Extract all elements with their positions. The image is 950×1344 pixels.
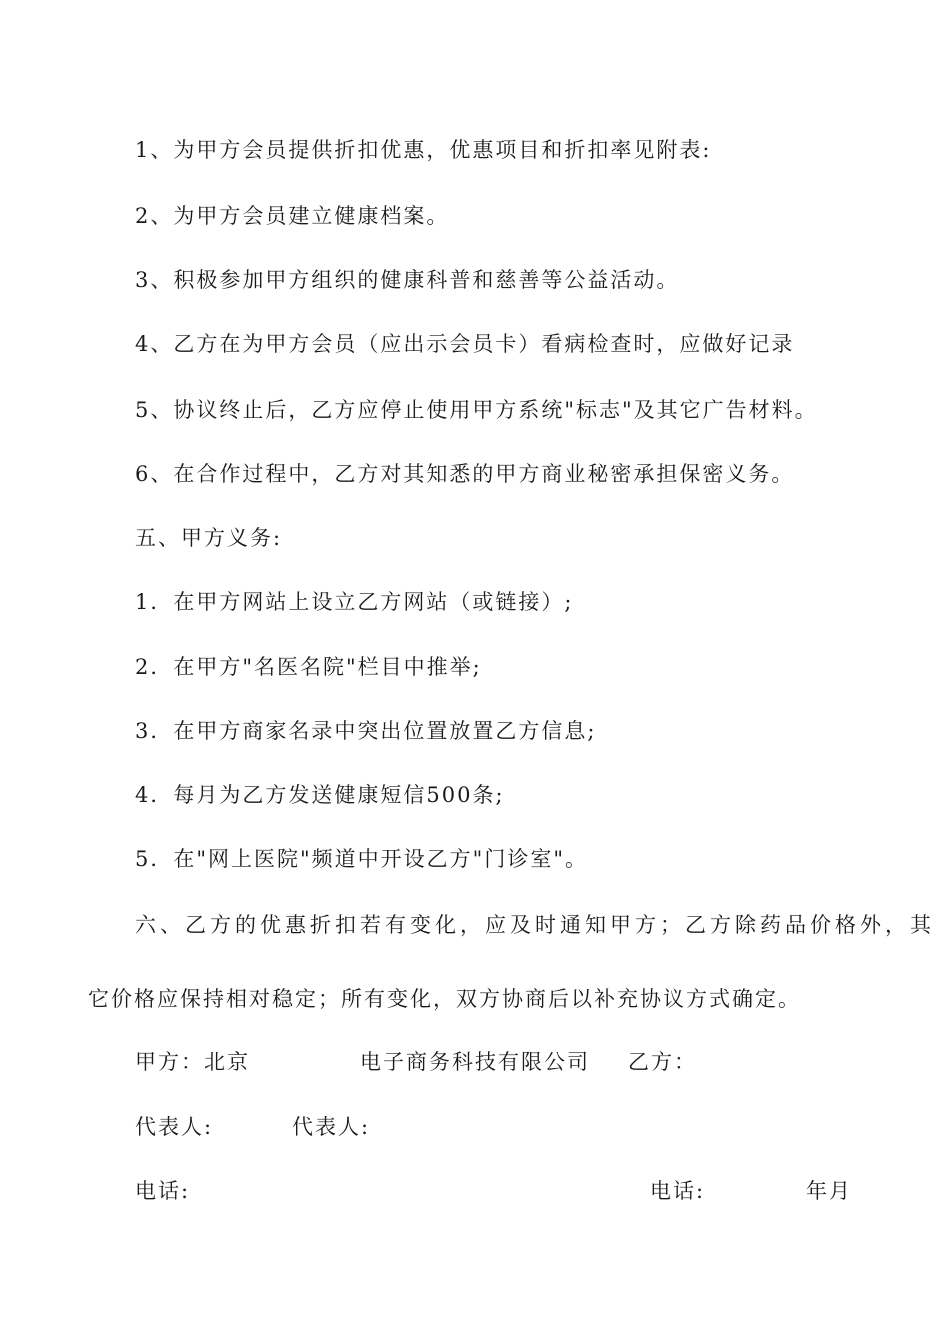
clause-b-1: 1、为甲方会员提供折扣优惠，优惠项目和折扣率见附表:: [135, 138, 712, 162]
clause-a-2: 2．在甲方"名医名院"栏目中推举;: [135, 655, 482, 679]
signing-date: 年月: [806, 1179, 852, 1203]
party-b-representative: 代表人:: [292, 1115, 371, 1139]
party-a-representative: 代表人:: [135, 1115, 214, 1139]
clause-b-4: 4、乙方在为甲方会员（应出示会员卡）看病检查时，应做好记录: [135, 332, 795, 356]
party-a-company: 电子商务科技有限公司: [360, 1050, 590, 1074]
party-b-phone: 电话:: [650, 1179, 706, 1203]
clause-a-3: 3．在甲方商家名录中突出位置放置乙方信息;: [135, 719, 597, 743]
clause-b-6: 6、在合作过程中，乙方对其知悉的甲方商业秘密承担保密义务。: [135, 462, 795, 486]
section-six-line-1: 六、乙方的优惠折扣若有变化，应及时通知甲方；乙方除药品价格外，其: [135, 913, 935, 937]
clause-b-3: 3、积极参加甲方组织的健康科普和慈善等公益活动。: [135, 268, 680, 292]
section-heading-five: 五、甲方义务:: [135, 526, 283, 550]
party-a-phone: 电话:: [135, 1179, 191, 1203]
clause-b-5: 5、协议终止后，乙方应停止使用甲方系统"标志"及其它广告材料。: [135, 398, 818, 422]
party-a-label: 甲方：北京: [135, 1050, 250, 1074]
party-b-label: 乙方：: [628, 1050, 697, 1074]
clause-a-1: 1．在甲方网站上设立乙方网站（或链接）;: [135, 590, 574, 614]
clause-a-5: 5．在"网上医院"频道中开设乙方"门诊室"。: [135, 847, 588, 871]
section-six-line-2: 它价格应保持相对稳定；所有变化，双方协商后以补充协议方式确定。: [88, 987, 801, 1011]
clause-a-4: 4．每月为乙方发送健康短信500条;: [135, 783, 505, 807]
clause-b-2: 2、为甲方会员建立健康档案。: [135, 204, 450, 228]
